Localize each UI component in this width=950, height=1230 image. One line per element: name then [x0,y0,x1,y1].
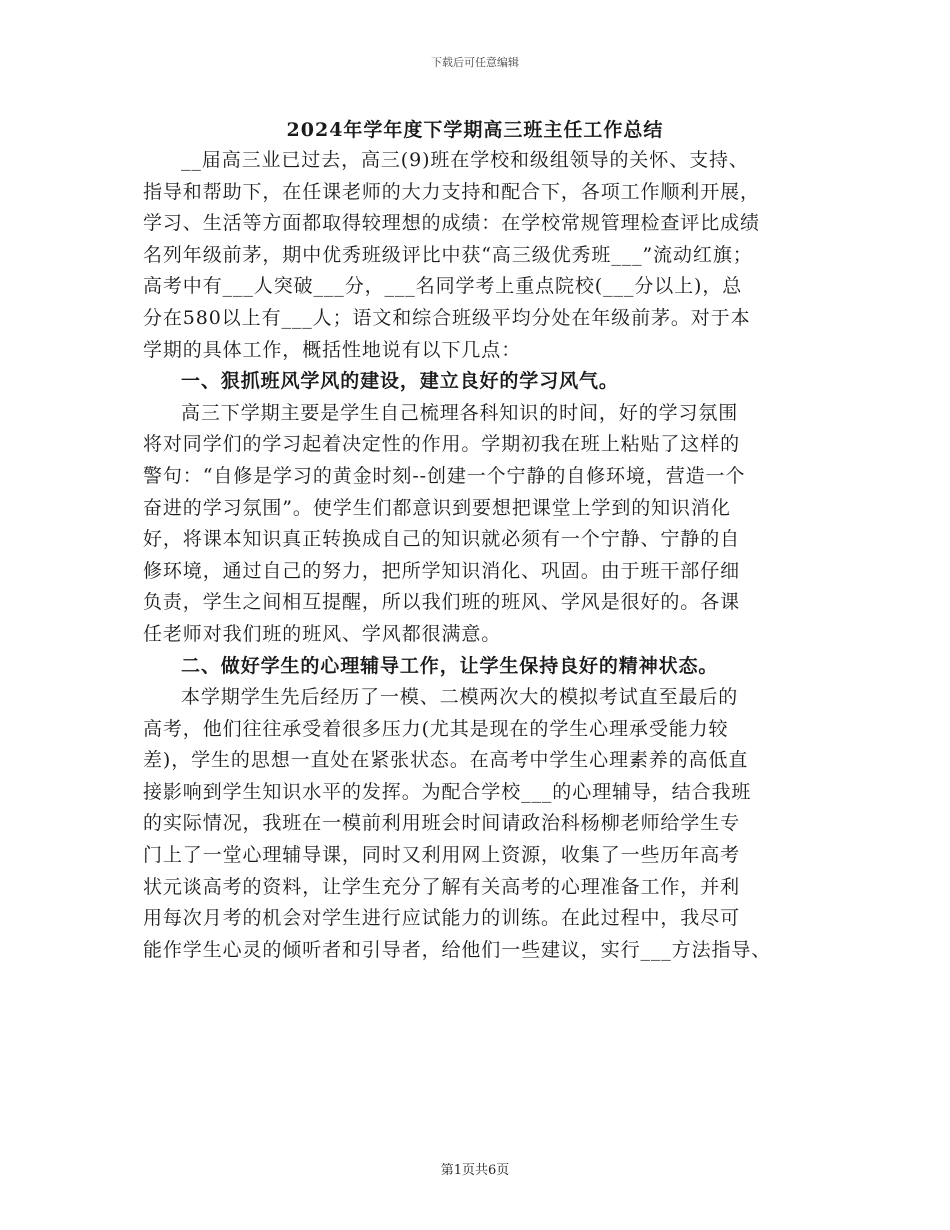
text-line: 好，将课本知识真正转换成自己的知识就必须有一个宁静、宁静的自 [143,528,741,551]
page-footer: 第1页共6页 [440,1163,510,1178]
header-note: 下载后可任意编辑 [431,56,519,69]
body-paragraph [143,145,815,366]
text-line: 警句：“自修是学习的黄金时刻--创建一个宁静的自修环境，营造一个 [143,464,746,487]
text-line: 学习、生活等方面都取得较理想的成绩：在学校常规管理检查评比成绩 [143,212,760,235]
text-line: 本学期学生先后经历了一模、二模两次大的模拟考试直至最后的 [181,686,739,709]
text-line: 分在580以上有___人；语文和综合班级平均分处在年级前茅。对于本 [143,306,751,329]
text-line: 二、做好学生的心理辅导工作，让学生保持良好的精神状态。 [181,654,719,677]
text-line: 差)，学生的思想一直处在紧张状态。在高考中学生心理素养的高低直 [143,749,749,772]
text-line: 高考，他们往往承受着很多压力(尤其是现在的学生心理承受能力较 [143,717,729,740]
body-paragraph [143,682,815,966]
text-line: 修环境，通过自己的努力，把所学知识消化、巩固。由于班干部仔细 [143,559,741,582]
text-line: 能作学生心灵的倾听者和引导者，给他们一些建议，实行___方法指导、 [143,938,772,961]
text-line: 学期的具体工作，概括性地说有以下几点： [143,338,522,361]
text-line: 门上了一堂心理辅导课，同时又利用网上资源，收集了一些历年高考 [143,844,741,867]
text-line: 一、狠抓班风学风的建设，建立良好的学习风气。 [181,370,619,393]
text-line: 状元谈高考的资料，让学生充分了解有关高考的心理准备工作，并利 [143,875,741,898]
text-line: 用每次月考的机会对学生进行应试能力的训练。在此过程中，我尽可 [143,907,741,930]
section-heading [143,366,815,398]
text-line: 任老师对我们班的班风、学风都很满意。 [143,622,502,645]
section-heading [143,651,815,683]
page-title: 2024年学年度下学期高三班主任工作总结 [286,119,664,141]
text-line: 高三下学期主要是学生自己梳理各科知识的时间，好的学习氛围 [181,401,739,424]
text-line: 的实际情况，我班在一模前利用班会时间请政治科杨柳老师给学生专 [143,812,741,835]
document-body [143,145,815,966]
text-line: __届高三业已过去，高三(9)班在学校和级组领导的关怀、支持、 [181,149,749,171]
text-line: 将对同学们的学习起着决定性的作用。学期初我在班上粘贴了这样的 [143,433,741,456]
text-line: 奋进的学习氛围”。使学生们都意识到要想把课堂上学到的知识消化 [143,496,731,519]
text-line: 高考中有___人突破___分，___名同学考上重点院校(___分以上)，总 [143,275,743,298]
body-paragraph [143,398,815,651]
text-line: 接影响到学生知识水平的发挥。为配合学校___的心理辅导，结合我班 [143,780,752,803]
text-line: 负责，学生之间相互提醒，所以我们班的班风、学风是很好的。各课 [143,591,741,614]
text-line: 名列年级前茅，期中优秀班级评比中获“高三级优秀班___”流动红旗； [143,243,753,266]
text-line: 指导和帮助下，在任课老师的大力支持和配合下，各项工作顺利开展， [143,180,760,203]
